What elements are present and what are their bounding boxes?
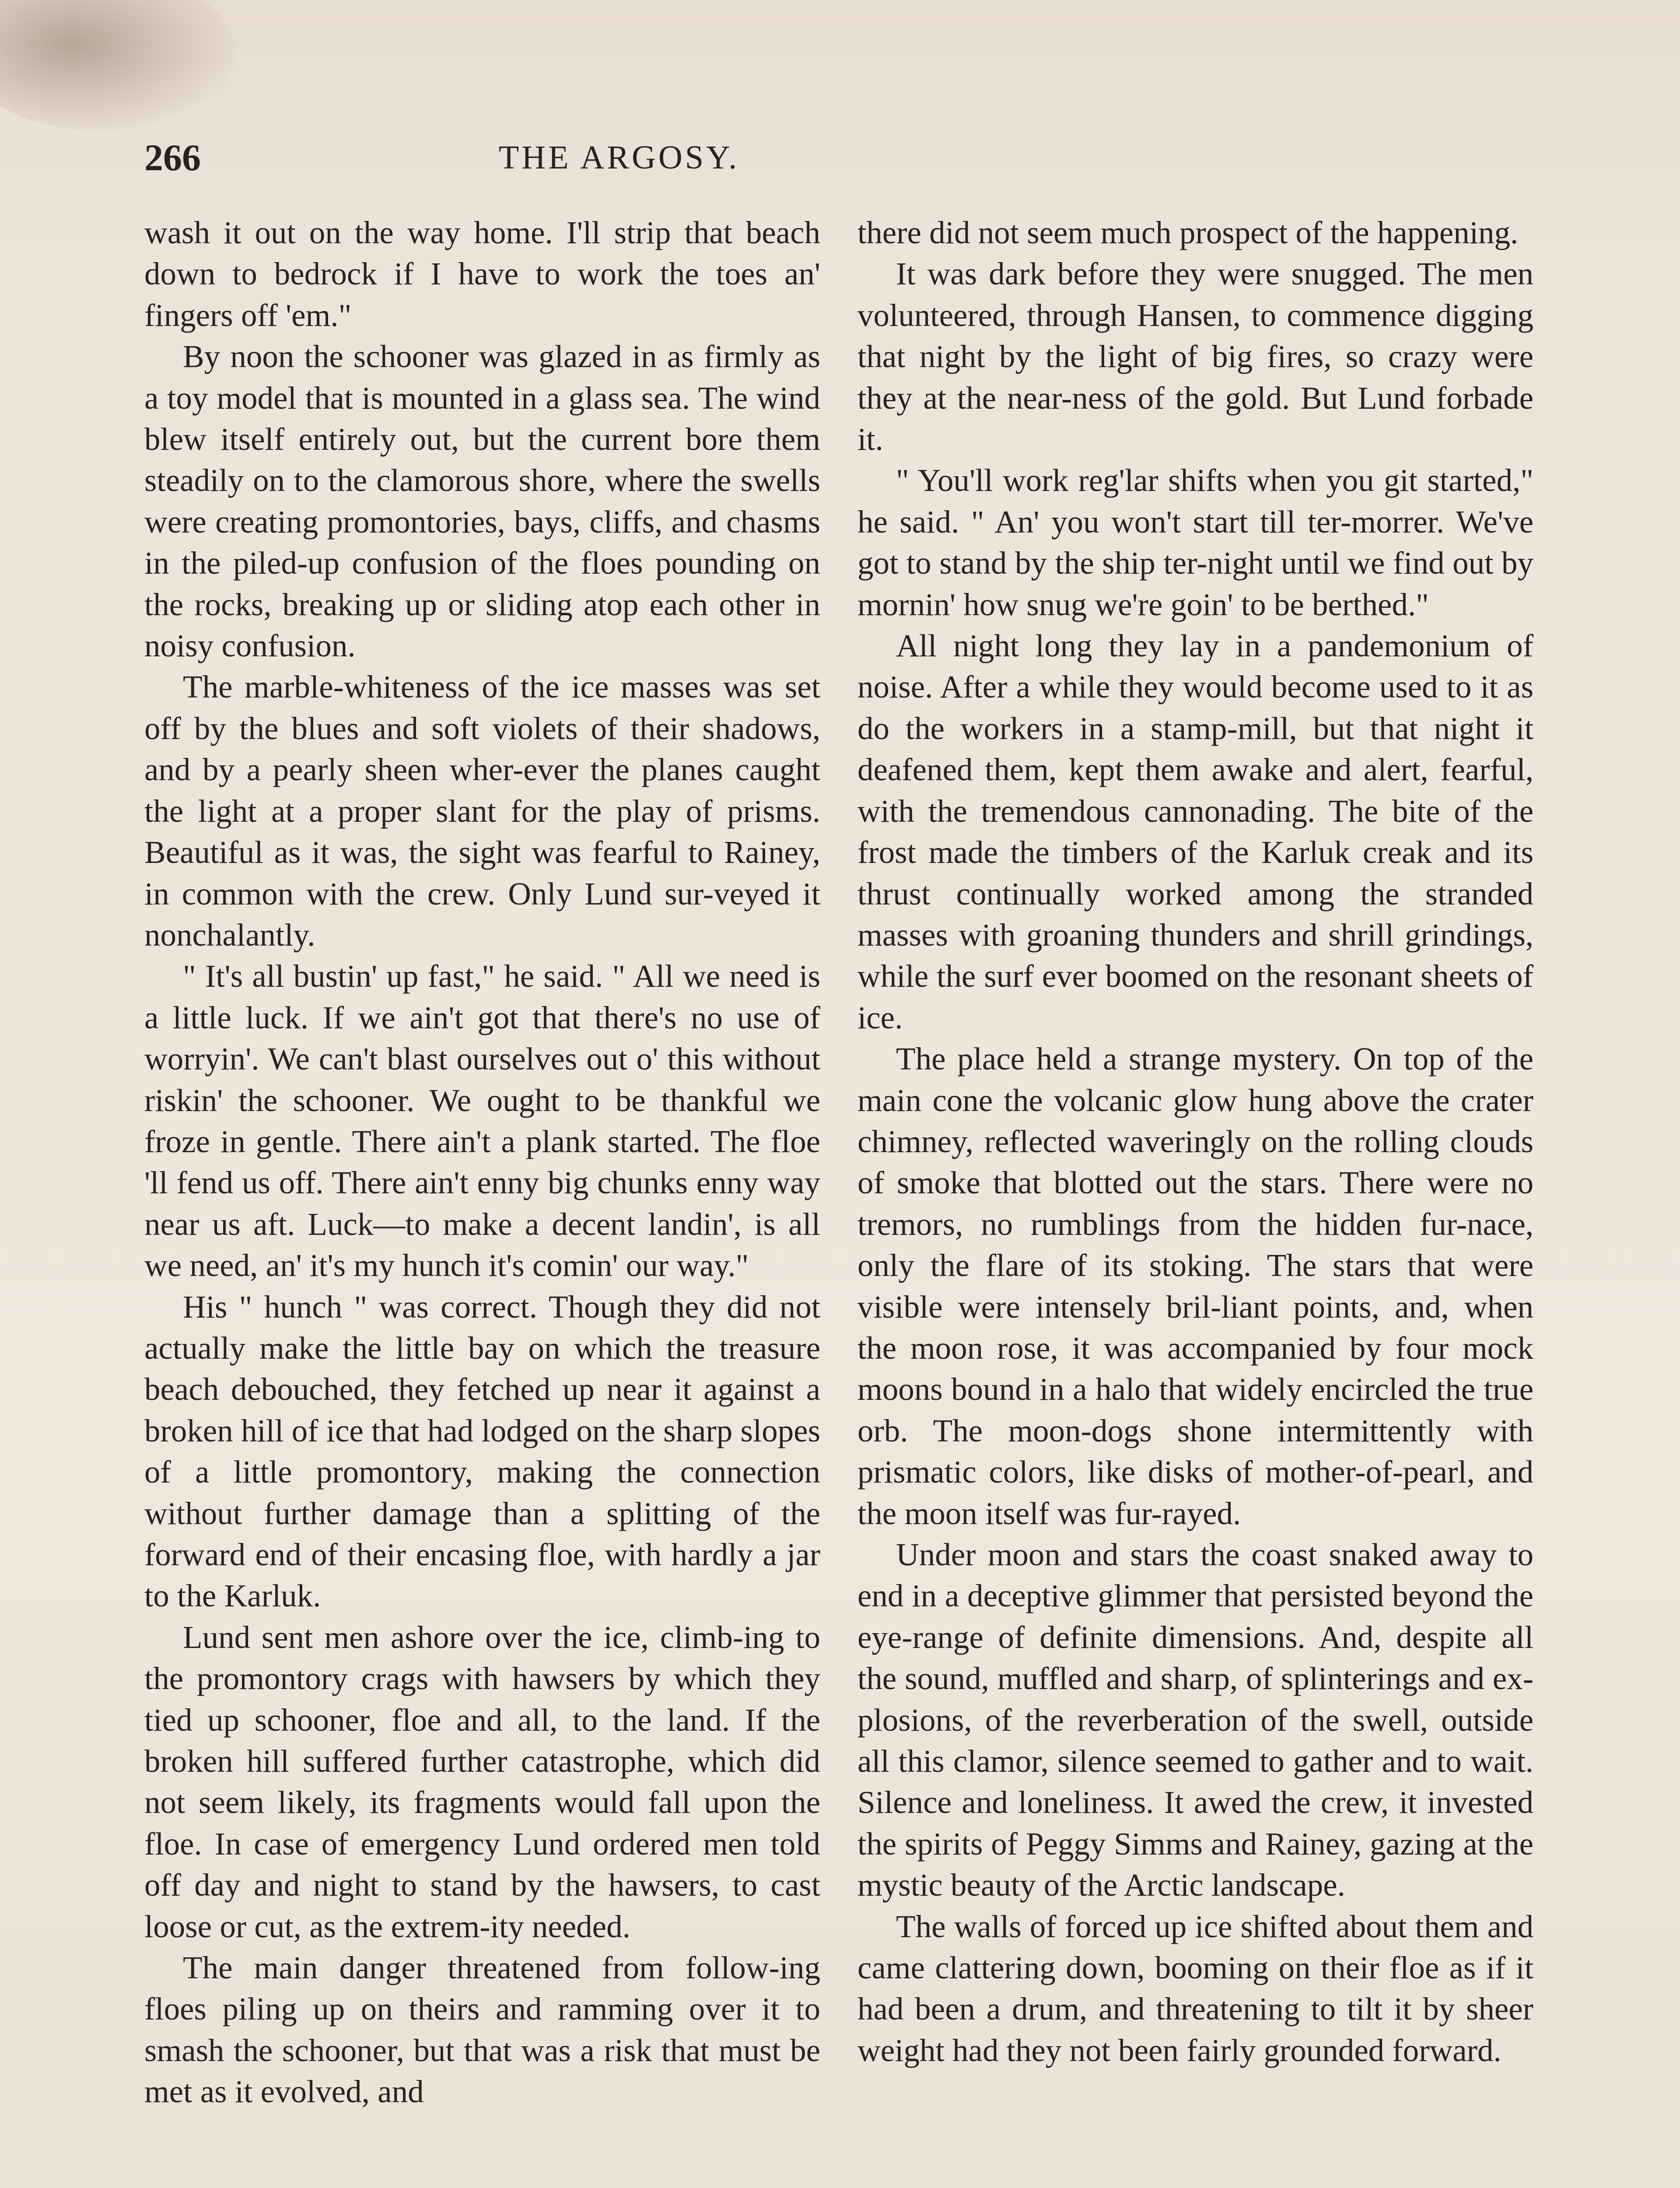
paragraph: " It's all bustin' up fast," he said. " All we need is a little luck. If we ain't got that there's no use of worryin'. We can't blast ourselves out o' this without riskin' the schooner. We ought to be thankful we froze in gentle. There ain't a plank started. The floe 'll fend us off. There ain't enny big chunks enny way near us aft. Luck—to make a decent landin', is all we need, an' it's my hunch it's comin' our way." — [144, 958, 820, 1283]
paragraph: The main danger threatened from follow-ing floes piling up on theirs and ramming over it to smash the schooner, but that was a risk that must be met as it evolved, and — [144, 1950, 820, 2110]
paragraph: there did not seem much prospect of the happening. — [858, 215, 1519, 250]
paragraph: By noon the schooner was glazed in as firmly as a toy model that is mounted in a glass sea. The wind blew itself entirely out, but the current bore them steadily on to the clamorous shore, where the swells were creating promontories, bays, cliffs, and chasms in the piled-up confusion of the floes pounding on the rocks, breaking up or sliding atop each other in noisy confusion. — [144, 339, 820, 664]
paragraph: Lund sent men ashore over the ice, climb-ing to the promontory crags with hawsers by which they tied up schooner, floe and all, to the land. If the broken hill suffered further catastrophe, which did not seem likely, its fragments would fall upon the floe. In case of emergency Lund ordered men told off day and night to stand by the hawsers, to cast loose or cut, as the extrem-ity needed. — [144, 1619, 820, 1944]
paragraph: The walls of forced up ice shifted about them and came clattering down, booming on their floe as if it had been a drum, and threatening to tilt it by sheer weight had they not been fairly grounded forward. — [858, 1908, 1533, 2068]
paragraph: " You'll work reg'lar shifts when you git started," he said. " An' you won't start till ter-morrer. We've got to stand by the ship ter-night until we find out by mornin' how snug we're goin' to be berthed." — [858, 463, 1533, 622]
paragraph: Under moon and stars the coast snaked away to end in a deceptive glimmer that persisted beyond the eye-range of definite dimensions. And, despite all the sound, muffled and sharp, of splinterings and ex-plosions, of the reverberation of the swell, outside all this clamor, silence seemed to gather and to wait. Silence and loneliness. It awed the crew, it invested the spirits of Peggy Simms and Rainey, gazing at the mystic beauty of the Arctic landscape. — [858, 1537, 1533, 1903]
paragraph: All night long they lay in a pandemonium of noise. After a while they would become used to it as do the workers in a stamp-mill, but that night it deafened them, kept them awake and alert, fearful, with the tremendous cannonading. The bite of the frost made the timbers of the Karluk creak and its thrust continually worked among the stranded masses with groaning thunders and shrill grindings, while the surf ever boomed on the resonant sheets of ice. — [858, 628, 1533, 1035]
page-header — [144, 131, 1094, 184]
paragraph: The marble-whiteness of the ice masses was set off by the blues and soft violets of their shadows, and by a pearly sheen wher-ever the planes caught the light at a proper slant for the play of prisms. Beautiful as it was, the sight was fearful to Rainey, in common with the crew. Only Lund sur-veyed it nonchalantly. — [144, 669, 820, 953]
paragraph: wash it out on the way home. I'll strip that beach down to bedrock if I have to work the toes an' fingers off 'em." — [144, 215, 820, 333]
right-column — [858, 212, 1533, 2071]
paragraph: It was dark before they were snugged. The men volunteered, through Hansen, to commence digging that night by the light of big fires, so crazy were they at the near-ness of the gold. But Lund forbade it. — [858, 256, 1533, 457]
left-column — [144, 212, 820, 2113]
paragraph: The place held a strange mystery. On top of the main cone the volcanic glow hung above the crater chimney, reflected waveringly on the rolling clouds of smoke that blotted out the stars. There were no tremors, no rumblings from the hidden fur-nace, only the flare of its stoking. The stars that were visible were intensely bril-liant points, and, when the moon rose, it was accompanied by four mock moons bound in a halo that widely encircled the true orb. The moon-dogs shone intermittently with prismatic colors, like disks of mother-of-pearl, and the moon itself was fur-rayed. — [858, 1041, 1533, 1531]
paragraph: His " hunch " was correct. Though they did not actually make the little bay on which the treasure beach debouched, they fetched up near it against a broken hill of ice that had lodged on the sharp slopes of a little promontory, making the connection without further damage than a splitting of the forward end of their encasing floe, with hardly a jar to the Karluk. — [144, 1289, 820, 1614]
page-number: 266 — [144, 137, 201, 179]
running-head: THE ARGOSY. — [498, 139, 740, 176]
